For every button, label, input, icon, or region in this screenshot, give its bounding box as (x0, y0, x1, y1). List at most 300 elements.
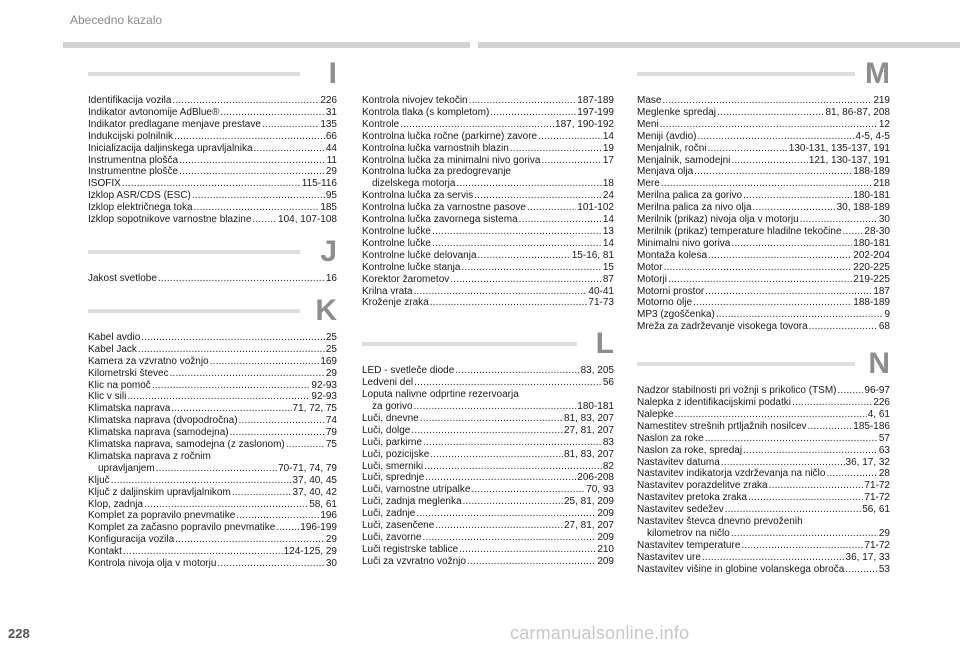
index-entry-text: Luči, zavorne (362, 532, 422, 543)
dot-leader (519, 214, 602, 226)
dot-leader (179, 166, 325, 178)
index-entry-pages: 79 (325, 427, 337, 439)
index-entry-text: Nalepke (637, 408, 674, 420)
index-entry-text: Luči, sprednje (362, 472, 425, 484)
index-entry-pages: 83 (602, 436, 614, 448)
index-entry (362, 131, 614, 143)
index-entry-text: Kilometrski števec (88, 367, 169, 379)
index-entry-pages: 74 (325, 415, 337, 427)
index-entry-text: MP3 (zgoščenka) (637, 309, 715, 321)
index-entry-pages: 15 (602, 261, 614, 273)
index-entry-text: Kontrola nivoja olja v motorju (88, 558, 217, 570)
section-divider (88, 72, 300, 76)
index-entry (88, 155, 337, 167)
index-entry-text: LED - svetleče diode (362, 365, 455, 377)
index-entry (362, 377, 614, 389)
index-entry-pages: 36, 17, 33 (845, 551, 890, 563)
index-entry (88, 368, 337, 380)
dot-leader (808, 421, 853, 433)
index-entry (637, 297, 890, 309)
index-entry-text: Menjalnik, ročni (637, 142, 707, 154)
index-entry-pages: 196-199 (300, 522, 337, 534)
index-entry-text: dizelskega motorja (372, 178, 456, 190)
dot-leader (705, 433, 878, 445)
index-entry-text: Luči, dolge (362, 424, 411, 436)
index-entry (362, 437, 614, 449)
index-entry (88, 415, 337, 427)
index-entry-pages: 71-72 (864, 492, 890, 504)
index-entry-pages: 188-189 (853, 166, 890, 178)
index-entry (362, 107, 614, 119)
dot-leader (461, 262, 601, 274)
index-entry-text: Nastavitev datuma (637, 456, 720, 468)
index-entry-text: Indukcijski polnilnik (88, 130, 174, 142)
index-entry (88, 356, 337, 368)
dot-leader (843, 226, 864, 238)
dot-leader (510, 143, 602, 155)
index-entry-pages: 17 (602, 154, 614, 166)
index-entry (637, 321, 890, 333)
index-entry (88, 380, 337, 392)
index-entry (637, 421, 890, 433)
dot-leader (769, 480, 864, 492)
index-entry (637, 274, 890, 286)
index-entry (362, 520, 614, 532)
index-entry-pages: 66 (325, 130, 337, 142)
index-entry-pages: 101-102 (577, 202, 614, 214)
index-entry-text: Kamera za vzvratno vožnjo (88, 355, 209, 367)
index-entry-pages: 27, 81, 207 (563, 424, 614, 436)
dot-leader (741, 540, 863, 552)
dot-leader (702, 552, 845, 564)
index-entry (637, 202, 890, 214)
index-entry-text: Indikator avtonomije AdBlue® (88, 106, 220, 118)
watermark: carmanualsonline.info (510, 623, 690, 643)
dot-leader (414, 286, 588, 298)
index-entry-pages: 58, 61 (309, 498, 337, 510)
dot-leader (122, 178, 301, 190)
index-entry-text: Motor (637, 261, 663, 273)
section-n-list (637, 385, 890, 576)
index-entry-text: Klimatska naprava (dvopodročna) (88, 415, 238, 427)
index-entry-pages: 28 (878, 468, 890, 480)
index-entry-text: Klic v sili (88, 391, 127, 403)
index-entry (88, 131, 337, 143)
dot-leader (424, 461, 602, 473)
index-entry (88, 451, 337, 463)
index-entry-pages: 96-97 (864, 385, 890, 397)
dot-leader (668, 274, 852, 286)
index-entry-text: Meni (637, 118, 659, 130)
index-entry-pages: 180-181 (853, 190, 890, 202)
section-letter: L (595, 327, 614, 361)
index-entry (362, 449, 614, 461)
index-entry (88, 143, 337, 155)
index-entry-pages: 169 (320, 355, 337, 367)
index-entry-text: Luči, zadnje (362, 508, 416, 520)
index-entry-text: Naslon za roke, spredaj (637, 444, 743, 456)
index-column-1 (88, 57, 337, 570)
index-entry-text: Ledveni del (362, 377, 414, 389)
index-entry-pages: 180-181 (577, 401, 614, 413)
index-entry-text: Mreža za zadrževanje visokega tovora (637, 321, 808, 333)
index-entry-continuation (637, 528, 890, 540)
dot-leader (432, 238, 602, 250)
header-rule (63, 42, 470, 48)
dot-leader (716, 309, 884, 321)
index-entry-text: Kontrola nivojev tekočin (362, 95, 468, 106)
index-entry-pages: 226 (873, 397, 890, 409)
index-entry (637, 107, 890, 119)
dot-leader (152, 380, 311, 392)
index-entry-text: Kontrolne lučke stanja (362, 261, 461, 273)
dot-leader (721, 457, 845, 469)
index-entry (88, 95, 337, 107)
dot-leader (414, 377, 602, 389)
index-entry (88, 119, 337, 131)
index-entry-pages: 28-30 (864, 225, 890, 237)
index-entry-text: Klic na pomoč (88, 379, 151, 391)
index-entry (88, 332, 337, 344)
index-entry (362, 155, 614, 167)
index-entry-text: upravljanjem (98, 462, 155, 474)
index-entry-text: Nastavitev sedežev (637, 504, 724, 516)
index-entry-pages: 57 (878, 432, 890, 444)
index-entry-text: Mere (637, 178, 660, 190)
index-entry-text: Klop, zadnja (88, 498, 144, 510)
index-entry-text: Luči, pozicijske (362, 448, 430, 460)
dot-leader (254, 143, 325, 155)
index-entry-text: Kontrolna lučka za minimalni nivo goriva (362, 154, 541, 166)
index-entry (637, 540, 890, 552)
index-entry-pages: 219 (873, 95, 890, 106)
index-entry-text: Kontrolna lučka ročne (parkirne) zavore (362, 130, 538, 142)
index-entry (637, 468, 890, 480)
dot-leader (217, 558, 324, 570)
index-entry (88, 178, 337, 190)
index-entry-pages: 75 (325, 439, 337, 451)
index-entry-text: Nastavitev indikatorja vzdrževanja na ničlo (637, 468, 826, 480)
dot-leader (845, 564, 878, 576)
index-entry (88, 214, 337, 226)
dot-leader (792, 397, 872, 409)
index-entry-text: Kabel Jack (88, 343, 137, 355)
dot-leader (467, 556, 596, 568)
index-entry (362, 166, 614, 178)
dot-leader (748, 492, 863, 504)
index-entry-text: Kroženje zraka (362, 297, 429, 309)
index-entry (637, 552, 890, 564)
index-entry-pages: 81, 83, 207 (563, 412, 614, 424)
index-entry-text: Luči, smerniki (362, 460, 424, 472)
index-entry-text: Mase (637, 95, 662, 106)
dot-leader (538, 131, 602, 143)
index-entry-continuation (88, 463, 337, 475)
index-entry (88, 273, 337, 285)
index-entry-pages: 83, 205 (580, 365, 614, 377)
dot-leader (664, 262, 853, 274)
section-header-l (362, 327, 614, 365)
index-entry-text: Kontrolna lučka zavornega sistema (362, 214, 518, 226)
index-entry-text: Merilnik (prikaz) nivoja olja v motorju (637, 214, 799, 226)
index-entry-text: Luči registrske tablice (362, 543, 459, 555)
index-entry-text: Instrumentne plošče (88, 166, 179, 178)
index-entry-text: Nastavitev pretoka zraka (637, 492, 748, 504)
index-entry-pages: 220-225 (853, 261, 890, 273)
index-entry-pages: 185 (320, 202, 337, 214)
index-entry (362, 544, 614, 556)
index-entry-text: Kontrolna lučka za predogrevanje (362, 166, 511, 178)
dot-leader (141, 332, 325, 344)
index-entry-pages: 56, 61 (862, 504, 890, 516)
dot-leader (455, 365, 579, 377)
index-entry (88, 427, 337, 439)
index-entry-pages: 210 (597, 543, 614, 555)
index-entry-pages: 70, 93 (586, 484, 614, 496)
index-entry-text: Loputa nalivne odprtine rezervoarja (362, 389, 519, 401)
index-entry-text: Minimalni nivo goriva (637, 237, 731, 249)
index-entry-pages: 31 (325, 106, 337, 118)
dot-leader (286, 439, 325, 451)
section-divider (362, 342, 577, 346)
index-entry-text: Nalepka z identifikacijskimi podatki (637, 397, 791, 409)
section-header-m (637, 57, 890, 95)
index-entry (637, 250, 890, 262)
dot-leader (662, 95, 872, 107)
index-entry-pages: 30 (878, 214, 890, 226)
section-header-i (88, 57, 337, 95)
index-entry-text: Luči, zasenčene (362, 520, 435, 532)
dot-leader (416, 508, 596, 520)
index-entry-text: Nastavitev temperature (637, 539, 741, 551)
index-entry-text: Inicializacija daljinskega upravljalnika (88, 142, 253, 154)
index-entry-pages: 180-181 (853, 237, 890, 249)
index-entry-pages: 209 (597, 532, 614, 543)
index-entry-text: Kontrolna lučka za servis (362, 190, 474, 202)
index-entry (88, 534, 337, 546)
index-entry-pages: 29 (325, 534, 337, 546)
index-entry (362, 425, 614, 437)
index-entry (637, 445, 890, 457)
index-entry-text: Ključ (88, 474, 110, 486)
index-entry (88, 439, 337, 451)
dot-leader (490, 107, 576, 119)
index-entry-text: Indikator predlagane menjave prestave (88, 118, 261, 130)
index-entry-text: Luči, dnevne (362, 412, 419, 424)
index-entry-pages: 187, 190-192 (555, 118, 614, 130)
index-entry-text: Luči, parkirne (362, 436, 423, 448)
index-entry (88, 190, 337, 202)
index-entry-pages: 19 (602, 142, 614, 154)
index-entry (88, 475, 337, 487)
dot-leader (731, 528, 878, 540)
dot-leader (731, 155, 807, 167)
dot-leader (471, 484, 585, 496)
dot-leader (725, 504, 861, 516)
index-entry (637, 119, 890, 131)
section-letter: J (320, 234, 337, 268)
index-entry-pages: 37, 40, 42 (292, 486, 337, 498)
index-entry-pages: 24 (602, 190, 614, 202)
index-entry (637, 504, 890, 516)
index-entry-pages: 135 (320, 118, 337, 130)
dot-leader (469, 95, 577, 107)
index-entry (362, 262, 614, 274)
section-header-j (88, 234, 337, 273)
dot-leader (411, 425, 563, 437)
section-letter: K (315, 293, 337, 327)
dot-leader (430, 297, 588, 309)
index-entry-pages: 209 (597, 555, 614, 567)
index-entry-text: Kontrolne lučke delovanja (362, 249, 477, 261)
index-entry (637, 433, 890, 445)
index-entry (637, 409, 890, 421)
index-entry-pages: 71-73 (588, 297, 614, 309)
index-entry-pages: 40-41 (588, 285, 614, 297)
index-entry-text: Kontrolna lučka varnostnih blazin (362, 142, 509, 154)
index-column-2 (362, 95, 614, 568)
section-l-list (362, 365, 614, 567)
index-entry (88, 344, 337, 356)
index-entry-pages: 206-208 (577, 472, 614, 484)
index-entry (88, 510, 337, 522)
index-entry (362, 461, 614, 473)
index-entry (637, 286, 890, 298)
section-divider (637, 72, 855, 76)
index-entry (637, 309, 890, 321)
dot-leader (171, 403, 291, 415)
index-entry (88, 403, 337, 415)
index-entry-pages: 115-116 (301, 178, 337, 190)
index-entry (362, 226, 614, 238)
dot-leader (179, 155, 326, 167)
index-entry-pages: 44 (325, 142, 337, 154)
index-entry (362, 143, 614, 155)
dot-leader (194, 202, 320, 214)
index-entry-text: Komplet za popravilo pnevmatike (88, 510, 236, 522)
index-entry (637, 214, 890, 226)
index-entry-pages: 30, 188-189 (836, 202, 890, 214)
index-entry (637, 166, 890, 178)
dot-leader (660, 119, 878, 131)
index-entry-pages: 14 (602, 130, 614, 142)
index-entry-pages: 30 (325, 558, 337, 570)
index-entry-pages: 25 (325, 343, 337, 355)
index-entry-pages: 25, 81, 209 (563, 496, 614, 508)
index-entry (637, 516, 890, 528)
dot-leader (276, 522, 299, 534)
section-j-list (88, 273, 337, 285)
dot-leader (144, 499, 308, 511)
index-entry-text: Jakost svetlobe (88, 272, 157, 284)
index-entry-pages: 11 (326, 154, 337, 166)
dot-leader (694, 166, 852, 178)
section-letter: I (328, 57, 337, 90)
dot-leader (123, 546, 283, 558)
index-entry-pages: 121, 130-137, 191 (808, 154, 890, 166)
dot-leader (743, 190, 852, 202)
index-entry-pages: 68 (878, 321, 890, 333)
index-entry-pages: 4-5, 4-5 (855, 130, 890, 142)
index-entry-pages: 124-125, 29 (283, 546, 337, 558)
section-letter: M (865, 57, 890, 90)
index-entry-text: Nadzor stabilnosti pri vožnji s prikolico (TSM) (637, 385, 837, 397)
index-entry-pages: 81, 83, 207 (563, 448, 614, 460)
dot-leader (707, 143, 787, 155)
dot-leader (731, 238, 852, 250)
index-entry-pages: 104, 107-108 (278, 214, 337, 226)
index-entry (362, 202, 614, 214)
page-number: 228 (8, 626, 30, 641)
index-entry-text: Instrumentna plošča (88, 154, 179, 166)
index-entry-pages: 29 (325, 166, 337, 178)
index-entry-pages: 13 (602, 225, 614, 237)
index-entry (637, 95, 890, 107)
dot-leader (432, 226, 602, 238)
index-entry-pages: 71-72 (864, 539, 890, 551)
index-entry (88, 546, 337, 558)
dot-leader (170, 368, 325, 380)
index-entry-pages: 87 (602, 273, 614, 285)
index-entry (362, 297, 614, 309)
index-entry-text: Merilna palica za nivo olja (637, 202, 752, 214)
index-entry (637, 397, 890, 409)
index-entry-text: Komplet za začasno popravilo pnevmatike (88, 522, 276, 534)
index-entry (88, 522, 337, 534)
index-entry-text: Nastavitev števca dnevno prevoženih (637, 516, 803, 528)
index-entry (88, 107, 337, 119)
index-entry (637, 143, 890, 155)
index-entry-pages: 9 (884, 309, 890, 321)
index-entry-continuation (362, 401, 614, 413)
index-entry (637, 492, 890, 504)
dot-leader (239, 415, 325, 427)
dot-leader (262, 119, 319, 131)
index-entry-text: Menjava olja (637, 166, 694, 178)
index-entry-pages: 81, 86-87, 208 (825, 106, 890, 118)
index-entry-pages: 56 (602, 377, 614, 389)
section-divider (88, 309, 300, 313)
index-entry (362, 214, 614, 226)
index-entry-text: Kontrole (362, 118, 400, 130)
index-entry-text: Kontrola tlaka (s kompletom) (362, 106, 490, 118)
index-entry (362, 250, 614, 262)
index-entry (637, 178, 890, 190)
dot-leader (156, 463, 277, 475)
dot-leader (800, 214, 878, 226)
dot-leader (210, 356, 320, 368)
index-entry-pages: 218 (873, 178, 890, 190)
dot-leader (232, 487, 292, 499)
index-entry-pages: 185-186 (853, 420, 890, 432)
index-entry-text: Motorji (637, 273, 668, 285)
index-entry (637, 226, 890, 238)
index-entry-pages: 82 (602, 460, 614, 472)
index-entry-pages: 27, 81, 207 (563, 520, 614, 532)
index-entry-pages: 226 (320, 95, 337, 106)
index-entry-text: Krilna vrata (362, 285, 413, 297)
dot-leader (192, 190, 325, 202)
dot-leader (175, 534, 325, 546)
index-entry-pages: 18 (602, 178, 614, 190)
index-entry (88, 166, 337, 178)
section-header-k (88, 293, 337, 332)
index-entry (362, 532, 614, 544)
index-entry-text: Identifikacija vozila (88, 95, 172, 106)
index-entry (362, 238, 614, 250)
index-entry-pages: 92-93 (311, 379, 337, 391)
index-entry (362, 484, 614, 496)
